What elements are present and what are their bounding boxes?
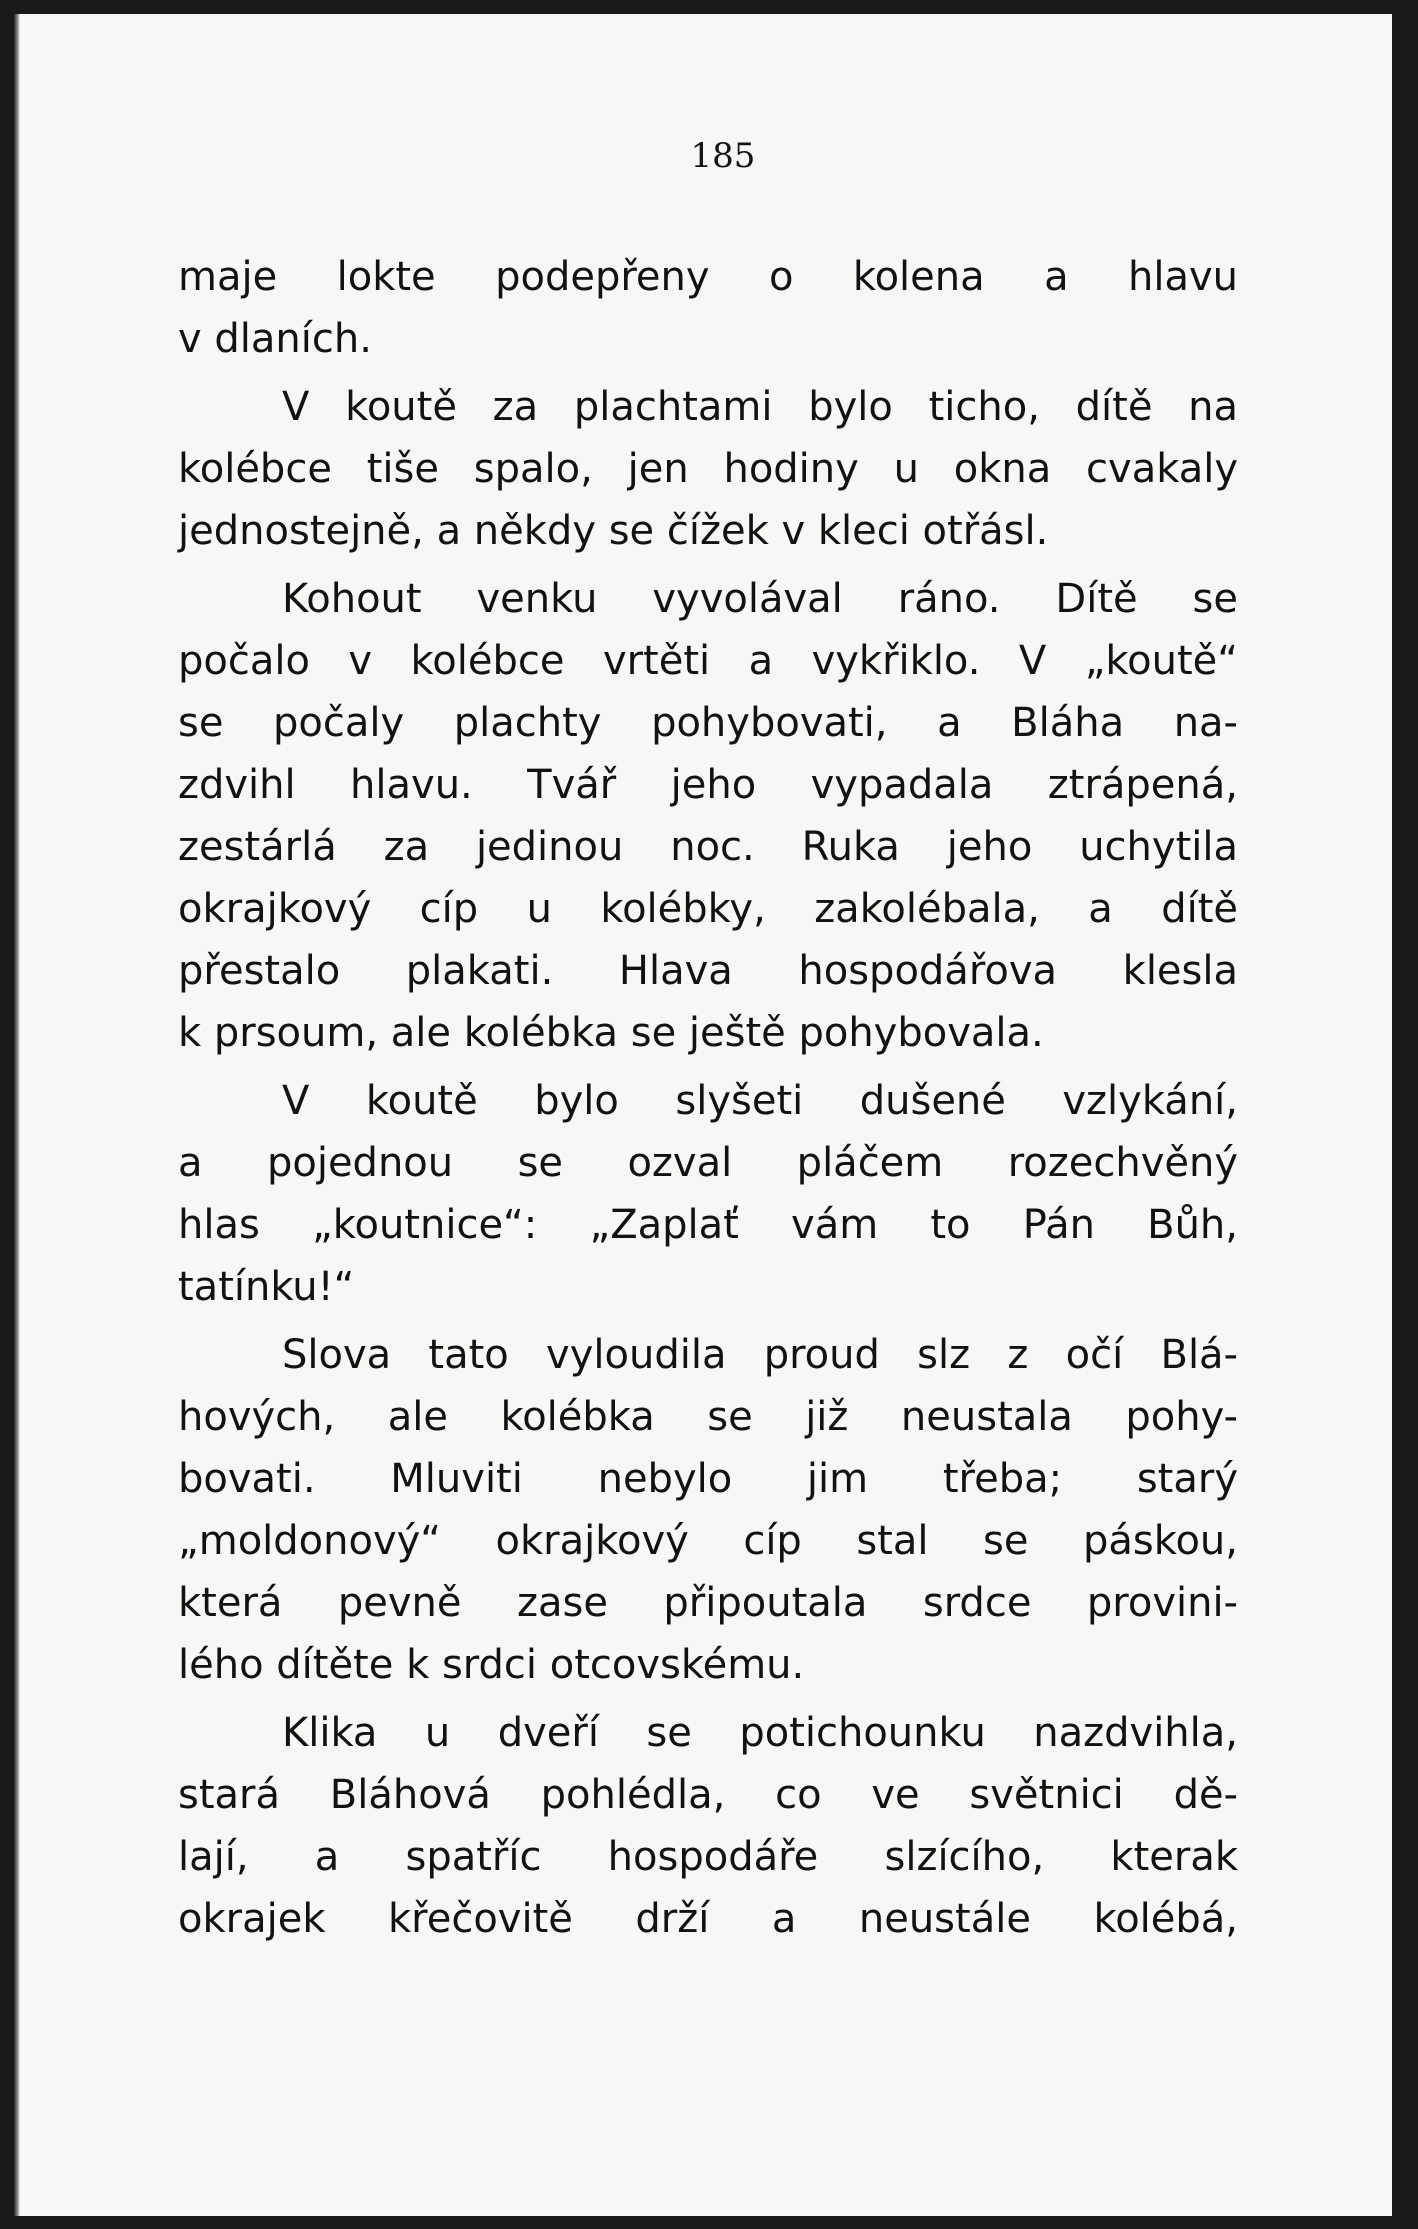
text-line: lého dítěte k srdci otcovskému. <box>178 1642 805 1688</box>
text-line: hových, ale kolébka se již neustala pohy- <box>178 1394 1238 1440</box>
book-page <box>14 14 1392 2216</box>
text-line: kolébce tiše spalo, jen hodiny u okna cvakaly <box>178 446 1238 492</box>
text-line: V koutě za plachtami bylo ticho, dítě na <box>282 384 1238 430</box>
text-line: v dlaních. <box>178 316 372 362</box>
text-line: zdvihl hlavu. Tvář jeho vypadala ztrápená, <box>178 762 1238 808</box>
body-text <box>178 246 1238 1950</box>
text-line: bovati. Mluviti nebylo jim třeba; starý <box>178 1456 1238 1502</box>
text-line: hlas „koutnice“: „Zaplať vám to Pán Bůh, <box>178 1202 1238 1248</box>
text-line: okrajek křečovitě drží a neustále kolébá, <box>178 1896 1238 1942</box>
text-line: Kohout venku vyvolával ráno. Dítě se <box>282 576 1238 622</box>
text-line: V koutě bylo slyšeti dušené vzlykání, <box>282 1078 1238 1124</box>
text-line: a pojednou se ozval pláčem rozechvěný <box>178 1140 1238 1186</box>
text-line: maje lokte podepřeny o kolena a hlavu <box>178 254 1238 300</box>
text-line: se počaly plachty pohybovati, a Bláha na- <box>178 700 1238 746</box>
text-line: která pevně zase připoutala srdce provini- <box>178 1580 1238 1626</box>
text-line: přestalo plakati. Hlava hospodářova klesla <box>178 948 1238 994</box>
text-line: jednostejně, a někdy se čížek v kleci otřásl. <box>178 508 1049 554</box>
text-line: Slova tato vyloudila proud slz z očí Blá- <box>282 1332 1238 1378</box>
text-line: k prsoum, ale kolébka se ještě pohybovala. <box>178 1010 1044 1056</box>
text-line: Klika u dveří se potichounku nazdvihla, <box>282 1710 1238 1756</box>
text-line: tatínku!“ <box>178 1264 355 1310</box>
text-line: zestárlá za jedinou noc. Ruka jeho uchytila <box>178 824 1238 870</box>
page-number: 185 <box>690 136 756 176</box>
text-line: okrajkový cíp u kolébky, zakolébala, a dítě <box>178 886 1238 932</box>
text-line: „moldonový“ okrajkový cíp stal se páskou, <box>178 1518 1238 1564</box>
text-line: lají, a spatříc hospodáře slzícího, kterak <box>178 1834 1238 1880</box>
text-line: počalo v kolébce vrtěti a vykřiklo. V „koutě“ <box>178 638 1238 684</box>
binding-edge <box>14 14 20 2216</box>
text-line: stará Bláhová pohlédla, co ve světnici dě- <box>178 1772 1238 1818</box>
